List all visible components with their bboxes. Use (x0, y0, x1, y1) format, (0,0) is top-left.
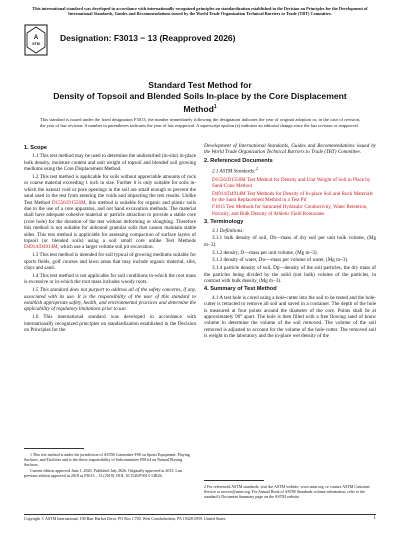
svg-text:A: A (33, 35, 39, 41)
reference-d4914 (204, 191, 376, 204)
footnote-left (24, 452, 196, 479)
para-3-1: 3.1 Definitions: (212, 227, 244, 234)
right-column (204, 143, 376, 341)
reference-f1815 (204, 204, 376, 217)
footnote-2: 2 For referenced ASTM standards, visit the ASTM website, www.astm.org, or contact ASTM Customer Service at service@astm.org. For Annual Book of ASTM Standards volume information, refer to the standard’s Document Summary page on the ASTM website. (204, 484, 370, 499)
title-line-2 (40, 91, 360, 115)
para-1-2 (24, 174, 196, 251)
bottom-divider (24, 514, 376, 515)
ref-title-d4914[interactable]: Test Methods for Density of In-place Soil and Rock Materials by the Sand Replacement Method in a Test Pit (212, 190, 373, 203)
ref-code-d4914[interactable]: D4914/D4914M (212, 190, 246, 197)
ref-code-f1815[interactable]: F1815 (212, 204, 226, 211)
para-1-5: 1.5 This standard does not purport to address all of the safety concerns, if any, associated with its use. It is the responsibility of the user of this standard to establish appropriate safety, health, and environmental practices and determine the applicability of regulatory limitations prior to use. (24, 287, 196, 313)
title-block (40, 80, 360, 115)
para-4-1: 4.1 A test hole is cored using a hole-cutter into the soil to be tested and the hole-cutter is retracted to remove all soil and saved in a container. The depth of the hole is measured at four points around the diameter of the core. Points shall be at approximately 90° apart. The hole is then filled with a free flowing sand of know volume to determine the volume of the soil removed. The volume of the soil removed is adjusted to account for the volume of the hole-cutter. The removed soil is weight in the laboratory and the in-place wet density of the (204, 294, 376, 340)
heading-terminology: 3. Terminology (204, 219, 244, 226)
para-2-1 (204, 166, 376, 175)
svg-text:STM: STM (32, 42, 40, 46)
title-footnote-marker: 1 (213, 104, 217, 110)
heading-referenced-documents: 2. Referenced Documents (204, 157, 273, 164)
left-column (24, 143, 196, 335)
link-d1556[interactable]: D1556/D1556M (51, 199, 86, 206)
title-line-1: Standard Test Method for (148, 80, 252, 90)
ref-code-d1556[interactable]: D1556/D1556M (212, 176, 246, 183)
ref-title-f1815[interactable]: Test Methods for Saturated Hydraulic Conductivity, Water Retention, Porosity, and Bulk Density of Athletic Field Rootzones (212, 204, 368, 217)
footnote-divider-right (204, 480, 264, 481)
page-number: 1 (373, 516, 376, 521)
footnote-1: 1 This test method is under the jurisdiction of ASTM Committee F08 on Sports Equipment, Playing Surfaces, and Facilities and is the direct responsibility of Subcommittee F08.64 on Natural Playing Surfaces. (24, 452, 190, 467)
para-2-1-text: 2.1 ASTM Standards: (212, 168, 256, 175)
para-1-2-text-a: 1.2 This test method is applicable for soils without appreciable amounts of rock or coarse material exceeding 1 inch in size. Further it is only suitable for soils in-which the natural void or pore openings in the soil are small enough to prevent the sand used in the test from entering the voids and impacting the test results. Unlike Test Method (24, 174, 196, 206)
para-3-1-2: 3.1.2 density, D—mass per unit volume, (Mg m−3). (212, 249, 318, 256)
para-3-1-4: 3.1.4 particle density of soil, Dp—density of the soil particles, the dry mass of the particles being divided by the solid (not bulk) volume of the particles, in contrast with bulk density, (Mg m−3). (204, 265, 376, 284)
standard-note: This standard is issued under the fixed designation F3013; the number immediately following the designation indicates the year of original adoption or, in the case of revision, the year of last revision. A number in parentheses indicates the year of last reapproval. A superscript epsilon (ε) indicates an editorial change since the last revision or reapproval. (40, 117, 360, 128)
footnote-divider-left (24, 448, 84, 449)
para-1-3: 1.3 This test method is intended for soil typical of growing mediums suitable for sports fields, golf courses and lawn areas that may include organic material, silts, clays and sand. (24, 252, 197, 272)
astm-logo-icon (24, 24, 48, 56)
link-d4914[interactable]: D4914/D4914M (24, 244, 58, 251)
para-3-1-3: 3.1.3 density of water, Dw—mass per volume of water, (Mg m−3). (212, 257, 349, 264)
title-text: Density of Topsoil and Blended Soils In-place by the Core Displacement Method (53, 91, 347, 114)
footnote-1b: Current edition approved June 1, 2026. Published July 2026. Originally approved in 2013. Last previous edition approved in 2018 as F3013 – 13 (2018). DOI: 10.1520/F3013-13R26. (24, 468, 183, 479)
para-1-1: 1.1 This test method may be used to determine the undisturbed (in-situ) in-place bulk density, moisture content and unit weight of topsoil and blended soil growing mediums using the Core Displacement Method. (24, 153, 196, 173)
notice-banner: This international standard was developed in accordance with internationally recognized principles on standardization established in the Decision on Principles for the Development of International Standards, Guides and Recommendations issued by the World Trade Organization Technical Barriers to Trade (TBT) Committee. (32, 6, 368, 17)
heading-summary: 4. Summary of Test Method (204, 286, 277, 293)
heading-scope: 1. Scope (24, 145, 48, 151)
footnote-marker-2: 2 (255, 166, 258, 172)
ref-title-d1556[interactable]: Test Method for Density and Unit Weight of Soil in Place by Sand-Cone Method (212, 176, 371, 190)
para-1-2-text-c: , which use a larger volume soil pit excavation. (57, 244, 154, 251)
reference-d1556 (204, 177, 376, 190)
para-1-4: 1.4 This test method is not applicable for soil conditions in-which the root mass is excessive or in-which the root mass includes woody roots. (24, 272, 196, 286)
para-1-6-continued: Development of International Standards, Guides and Recommendations issued by the World Trade Organization Technical Barriers to Trade (TBT) Committee. (204, 143, 376, 156)
copyright-line: Copyright © ASTM International, 100 Barr Harbor Drive, PO Box C700, West Conshohocken, PA 19428-2959. United States (24, 516, 226, 521)
para-1-6: 1.6 This international standard was developed in accordance with internationally recognized principles on standardization established in the Decision on Principles for the (24, 314, 196, 333)
para-3-1-1: 3.1.1 bulk density of soil, Db—mass of dry soil per unit bulk volume, (Mg m−3). (204, 235, 376, 248)
designation: Designation: F3013 − 13 (Reapproved 2026) (60, 33, 236, 43)
para-1-2-text-b: , this method is suitable for organic and plastic soils due to the use of a core apparatus, and not hand excavation methods. The material shall have adequate cohesive material or particle attraction to provide a stable core (core hole) for the duration of the test without deforming or sloughing. Therefore this method is not suitable for unbound granular soils that cannot maintain stable sides. This test method is applicable for assessing compaction of surface layers of topsoil (or blended soils) using a soil small core unlike Test Methods (24, 199, 196, 245)
